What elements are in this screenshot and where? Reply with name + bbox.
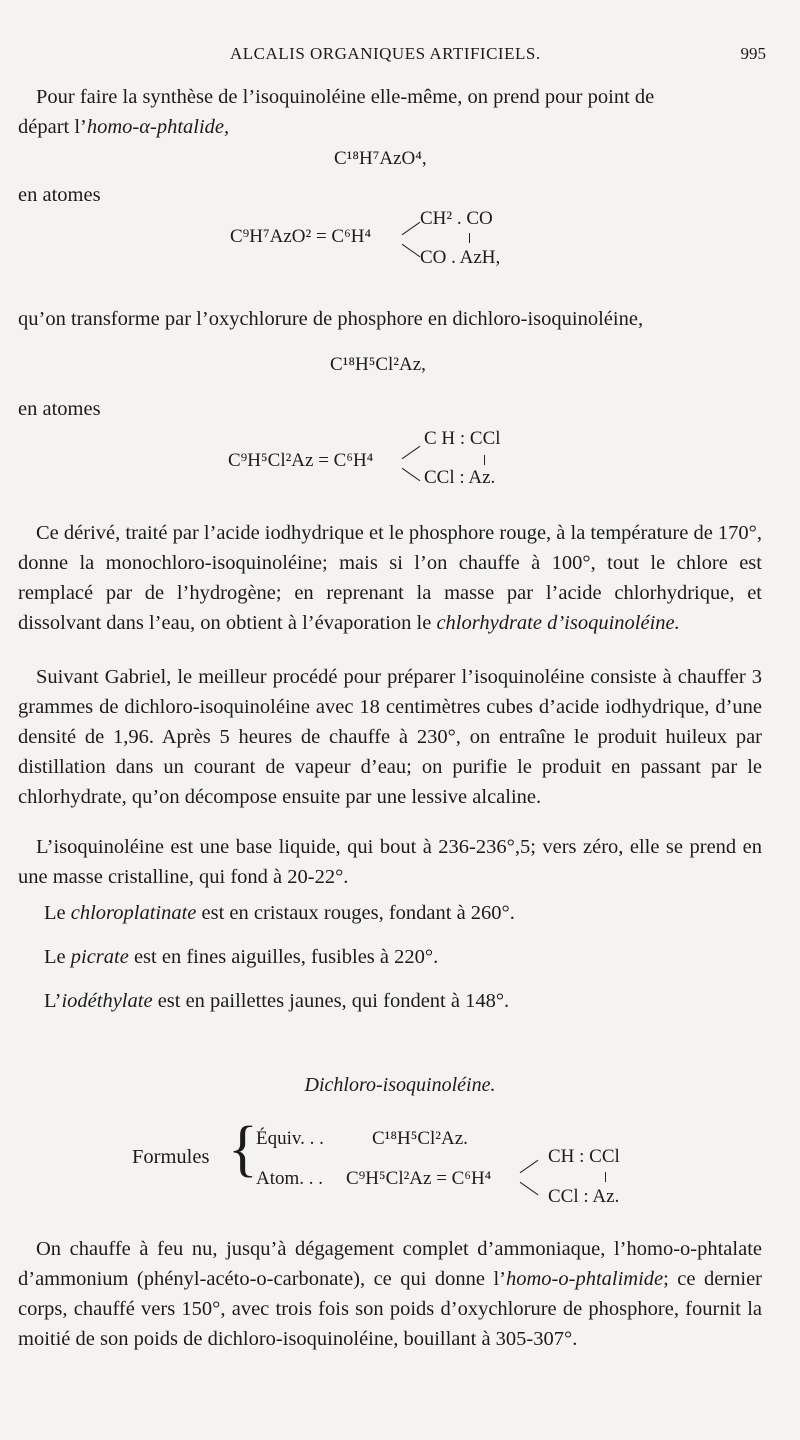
equiv-value: C¹⁸H⁵Cl²Az.: [372, 1128, 468, 1149]
section-title: Dichloro-isoquinoléine.: [304, 1074, 496, 1096]
chloro-post: est en cristaux rouges, fondant à 260°.: [196, 902, 515, 924]
paragraph-derive-text: Ce dérivé, traité par l’acide iodhydrique et le phosphore rouge, à la température de 170°, donne la monochloro-isoquinoléine; mais si l’on chauffe à 100°, tout le chlore est remplacé par de l’hydrogène; en reprenant la masse par l’acide chlorhydrique, et dissolvant dans l’eau, on obtient à l’évaporation le: [18, 522, 762, 634]
formula2-atoms-label: en atomes: [18, 398, 101, 420]
final-text-1: On chauffe à feu nu, jusqu’à dégagement complet d’ammoniaque, l’homo-o-phtalate d’ammonium (phényl-acéto-o-carbonate), ce qui donne l’: [18, 1238, 762, 1290]
chloroplatinate-line: [44, 902, 515, 925]
formules-label: Formules: [132, 1146, 210, 1168]
formules-brace: {: [228, 1115, 258, 1183]
homo-phtalide-term: homo-α-phtalide,: [86, 116, 230, 138]
intro-line-1: Pour faire la synthèse de l’isoquinoléine elle-même, on prend pour point de: [36, 86, 655, 108]
formula1-bottom: CO . AzH,: [420, 247, 501, 268]
page-header: [0, 44, 800, 74]
picrate-term: picrate: [70, 946, 129, 968]
atom-left: C⁹H⁵Cl²Az = C⁶H⁴: [346, 1168, 492, 1189]
iode-post: est en paillettes jaunes, qui fondent à 148°.: [152, 990, 510, 1012]
final-text-2: ; ce dernier corps, chauffé vers 150°, avec trois fois son poids d’oxychlorure de phosphore, fournit la moitié de son poids de dichloro-isoquinoléine, bouillant à 305-307°.: [18, 1268, 762, 1350]
picrate-pre: Le: [44, 946, 71, 968]
picrate-post: est en fines aiguilles, fusibles à 220°.: [128, 946, 439, 968]
intro-line-2-text: départ l’: [18, 116, 87, 138]
formula1-bond-down: [402, 244, 421, 257]
paragraph-derive: [18, 518, 762, 638]
intro-line-2: [18, 116, 229, 139]
chloro-pre: Le: [44, 902, 71, 924]
formula1-bond-up: [402, 222, 421, 235]
chlorhydrate-term: chlorhydrate d’isoquinoléine.: [436, 612, 680, 634]
formula1-atoms-label: en atomes: [18, 184, 101, 206]
formula2-left: C⁹H⁵Cl²Az = C⁶H⁴: [228, 450, 374, 471]
formula2-bottom: CCl : Az.: [424, 467, 496, 488]
iode-pre: L’: [44, 990, 62, 1012]
equiv-label: Équiv. . .: [256, 1128, 324, 1149]
formula2-link: [484, 455, 485, 465]
transform-line: qu’on transforme par l’oxychlorure de phosphore en dichloro-isoquinoléine,: [18, 308, 644, 330]
atom-bond-down: [520, 1182, 539, 1195]
formula1-link: [469, 233, 470, 243]
chloroplatinate-term: chloroplatinate: [70, 902, 197, 924]
page-number: 995: [740, 44, 766, 63]
formula2-top: C H : CCl: [424, 428, 501, 449]
atom-link: [605, 1172, 606, 1182]
formula1-left: C⁹H⁷AzO² = C⁶H⁴: [230, 226, 372, 247]
paragraph-base: L’isoquinoléine est une base liquide, qui bout à 236-236°,5; vers zéro, elle se prend en une masse cristalline, qui fond à 20-22°.: [18, 836, 762, 888]
picrate-line: [44, 946, 438, 969]
paragraph-final: [18, 1234, 762, 1354]
atom-bond-up: [520, 1160, 539, 1173]
iodethylate-line: [44, 990, 509, 1013]
atom-bottom: CCl : Az.: [548, 1186, 620, 1207]
iodethylate-term: iodéthylate: [61, 990, 153, 1012]
formula1-top: CH² . CO: [420, 208, 493, 229]
atom-label: Atom. . .: [256, 1168, 324, 1189]
running-title: ALCALIS ORGANIQUES ARTIFICIELS.: [230, 44, 541, 63]
atom-top: CH : CCl: [548, 1146, 620, 1167]
formula1-equiv: C¹⁸H⁷AzO⁴,: [334, 148, 427, 169]
formula2-bond-down: [402, 468, 421, 481]
homo-phtalimide-term: homo-o-phtalimide: [505, 1268, 664, 1290]
formula2-equiv: C¹⁸H⁵Cl²Az,: [330, 354, 426, 375]
formula2-bond-up: [402, 446, 421, 459]
paragraph-gabriel: Suivant Gabriel, le meilleur procédé pour préparer l’isoquinoléine consiste à chauffer 3 grammes de dichloro-isoquinoléine avec 18 centimètres cubes d’acide iodhydrique, d’une densité de 1,96. Après 5 heures de chauffe à 230°, on entraîne le produit huileux par distillation dans un courant de vapeur d’eau; on purifie le produit en passant par le chlorhydrate, qu’on décompose ensuite par une lessive alcaline.: [18, 666, 762, 808]
